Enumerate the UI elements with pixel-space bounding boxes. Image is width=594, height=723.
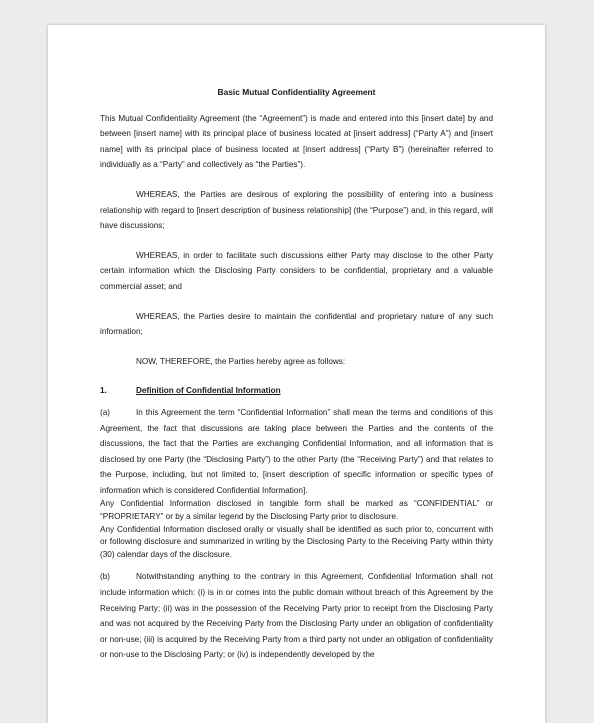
document-title: Basic Mutual Confidentiality Agreement bbox=[217, 87, 376, 97]
paragraph-a-continued-1: Any Confidential Information disclosed in tangible form shall be marked as “CONFIDENTIAL” or “PROPRIETARY” or by a similar legend by the Disclosing Party prior to disclosure. bbox=[100, 499, 493, 522]
paragraph-a-text: In this Agreement the term “Confidential Information” shall mean the terms and conditions of this Agreement, the fact that discussions are taking place between the Parties and the contents of the discussions, the fact that the Parties are exchanging Confidential Information, and all information that is disclosed by one Party (the “Disclosing Party”) to the other Party (the “Receiving Party”) and that relates to the Purpose, including, but not limited to, [insert description of specific information or specific types of information which is considered Confidential Information]. bbox=[100, 407, 493, 495]
therefore-paragraph: NOW, THEREFORE, the Parties hereby agree as follows: bbox=[136, 356, 346, 366]
whereas-paragraph-3: WHEREAS, the Parties desire to maintain the confidential and proprietary nature of any such information; bbox=[100, 311, 493, 337]
intro-paragraph: This Mutual Confidentiality Agreement (the “Agreement”) is made and entered into this [insert date] by and between [insert name] with its principal place of business located at [insert address] (“Party A”) and [insert name] with its principal place of business located at [insert address] (“Party B”) (hereinafter referred to individually as a “Party” and collectively as “the Parties”). bbox=[100, 113, 493, 170]
paragraph-a-continued-2: Any Confidential Information disclosed orally or visually shall be identified as such prior to, concurrent with or following disclosure and summarized in writing by the Disclosing Party to the Receiving Party within thirty (30) calendar days of the disclosure. bbox=[100, 524, 493, 559]
paragraph-b-text: Notwithstanding anything to the contrary in this Agreement, Confidential Information shall not include information which: (i) is in or comes into the public domain without breach of this Agreement by the Receiving Party; (ii) was in the possession of the Receiving Party prior to receipt from the Disclosing Party and was not acquired by the Receiving Party from the Disclosing Party under an obligation of confidentiality or non-use; (iii) is acquired by the Receiving Party from a third party not under an obligation of confidentiality or non-use to the Disclosing Party; or (iv) is independently developed by the bbox=[100, 572, 493, 660]
paragraph-b bbox=[100, 569, 493, 663]
paragraph-a-label: (a) bbox=[100, 407, 111, 417]
section-1-heading bbox=[100, 383, 493, 399]
section-number: 1. bbox=[100, 386, 107, 396]
section-title: Definition of Confidential Information bbox=[136, 386, 281, 396]
whereas-paragraph-1: WHEREAS, the Parties are desirous of exploring the possibility of entering into a business relationship with regard to [insert description of business relationship] (the “Purpose”) and, in this regard, will have discussions; bbox=[100, 189, 493, 231]
paragraph-b-label: (b) bbox=[100, 572, 111, 582]
document-page bbox=[48, 25, 545, 723]
document-body bbox=[100, 85, 493, 663]
whereas-paragraph-2: WHEREAS, in order to facilitate such discussions either Party may disclose to the other Party certain information which the Disclosing Party considers to be confidential, proprietary and a valuable commercial asset; and bbox=[100, 250, 493, 291]
paragraph-a bbox=[100, 405, 493, 499]
